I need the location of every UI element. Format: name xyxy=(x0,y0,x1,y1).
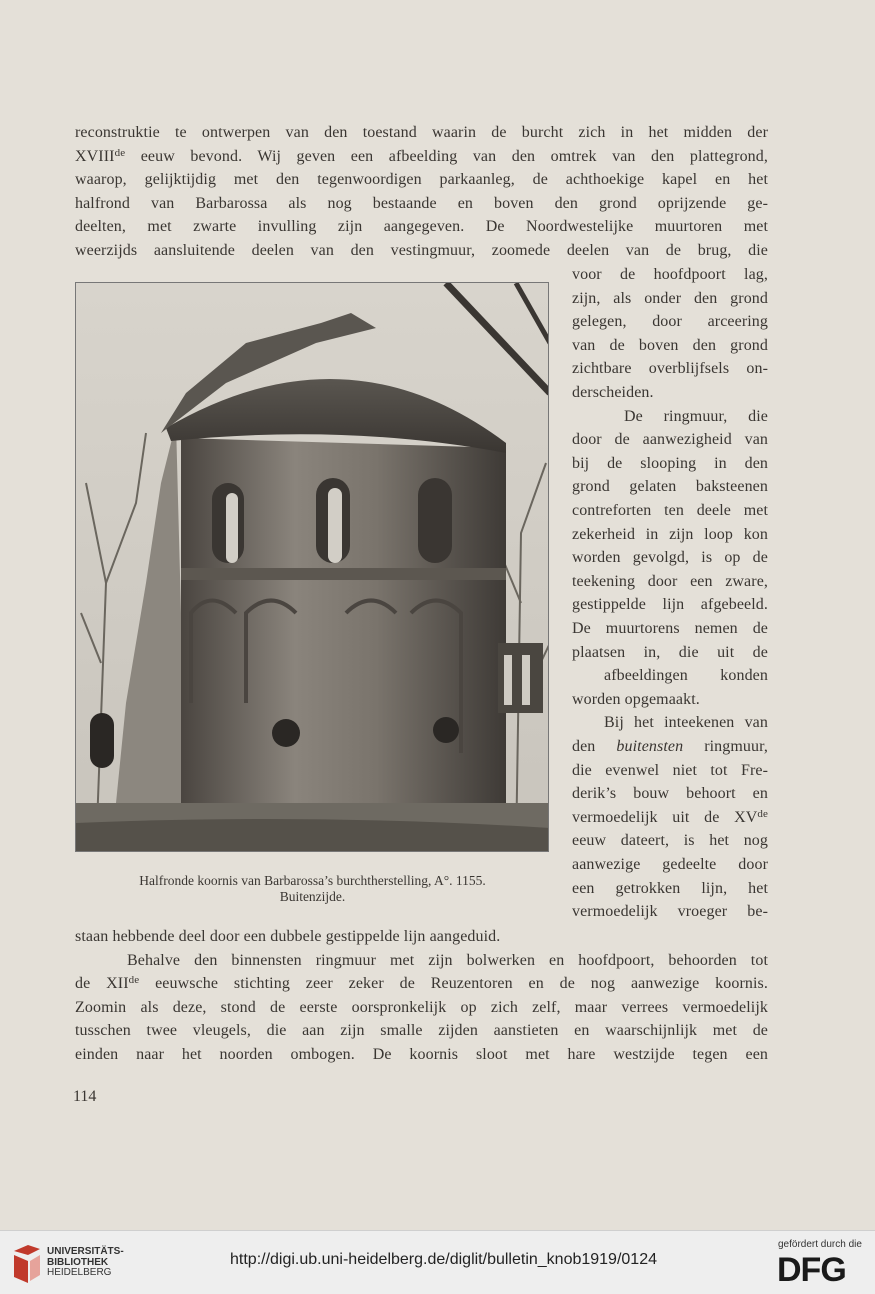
text-line: zekerheid in zijn loop kon xyxy=(572,525,768,543)
text-line: den buitensten ringmuur, xyxy=(572,738,768,755)
text-line: halfrond van Barbarossa als nog bestaande en boven den grond oprijzende ge- xyxy=(75,194,768,212)
text-line: aanwezige gedeelte door xyxy=(572,856,768,873)
text-line: zichtbare overblijfsels on- xyxy=(572,360,768,378)
figure-caption xyxy=(80,873,545,905)
text-line: Zoomin als deze, stond de eerste oorspronkelijk op zich zelf, maar verrees vermoedelijk xyxy=(75,998,768,1016)
sponsor-label: gefördert durch die xyxy=(778,1239,862,1250)
text-line: De ringmuur, die xyxy=(624,407,768,425)
text-line: afbeeldingen konden xyxy=(604,667,768,685)
text-line: zijn, als onder den grond xyxy=(572,289,768,307)
text-line: tusschen twee vleugels, die aan zijn smalle zijden aanstieten en waarschijnlijk met de xyxy=(75,1022,768,1040)
text-line: staan hebbende deel door een dubbele gestippelde lijn aangeduid. xyxy=(75,928,501,945)
text-line: derik’s bouw behoort en xyxy=(572,785,768,803)
text-line: deelten, met zwarte invulling zijn aangegeven. De Noordwestelijke muurtoren met xyxy=(75,218,768,236)
text-line: een getrokken lijn, het xyxy=(572,879,768,897)
text-line: gestippelde lijn afgebeeld. xyxy=(572,596,768,614)
text-line: vermoedelijk uit de XVde xyxy=(572,807,768,826)
text-line: plaatsen in, die uit de xyxy=(572,643,768,661)
permalink-url[interactable]: http://digi.ub.uni-heidelberg.de/diglit/bulletin_knob1919/0124 xyxy=(230,1251,657,1268)
text-line: worden gevolgd, is op de xyxy=(572,549,768,567)
text-line: waarop, gelijktijdig met den tegenwoordigen parkaanleg, de achthoekige kapel en het xyxy=(75,171,768,189)
text-line: reconstruktie te ontwerpen van den toestand waarin de burcht zich in het midden der xyxy=(75,124,768,141)
text-line: voor de hoofdpoort lag, xyxy=(572,266,768,283)
university-library-logo-icon xyxy=(10,1241,44,1285)
text-line: Behalve den binnensten ringmuur met zijn bolwerken en hoofdpoort, behoorden tot xyxy=(127,951,768,969)
text-line: gelegen, door arceering xyxy=(572,313,768,331)
caption-line-2: Buitenzijde. xyxy=(279,889,346,904)
university-library-name xyxy=(47,1247,124,1279)
text-line: eeuw dateert, is het nog xyxy=(572,832,768,850)
text-line: contreforten ten deele met xyxy=(572,502,768,519)
text-line: XVIIIde eeuw bevond. Wij geven een afbeelding van den omtrek van den plattegrond, xyxy=(75,146,768,165)
text-line: Bij het inteekenen van xyxy=(604,714,768,732)
text-line: van de boven den grond xyxy=(572,336,768,354)
figure-photo-koornis xyxy=(75,282,549,852)
text-line: weerzijds aansluitende deelen van den vestingmuur, zoomede deelen van de brug, die xyxy=(75,242,768,259)
text-line: bij de slooping in den xyxy=(572,454,768,472)
text-line: die evenwel niet tot Fre- xyxy=(572,761,768,779)
logo-line-3: HEIDELBERG xyxy=(47,1267,112,1278)
text-line: worden opgemaakt. xyxy=(572,690,700,708)
logo-line-2: BIBLIOTHEK xyxy=(47,1256,109,1268)
caption-line-1: Halfronde koornis van Barbarossa’s burchtherstelling, A°. 1155. xyxy=(139,873,486,888)
text-line: grond gelaten baksteenen xyxy=(572,478,768,496)
text-line: door de aanwezigheid van xyxy=(572,431,768,449)
text-line: teekening door een zware, xyxy=(572,572,768,590)
text-line: de XIIde eeuwsche stichting zeer zeker de Reuzentoren en de nog aanwezige koornis. xyxy=(75,974,768,993)
page-number: 114 xyxy=(73,1088,97,1105)
text-line: einden naar het noorden ombogen. De koornis sloot met hare westzijde tegen een xyxy=(75,1046,768,1063)
text-line: derscheiden. xyxy=(572,384,654,401)
logo-line-1: UNIVERSITÄTS- xyxy=(47,1246,124,1257)
koornis-photo-illustration xyxy=(76,283,549,852)
footer-bar xyxy=(0,1230,875,1294)
text-line: vermoedelijk vroeger be- xyxy=(572,903,768,921)
text-line: De muurtorens nemen de xyxy=(572,620,768,637)
dfg-logo: DFG xyxy=(777,1251,846,1289)
